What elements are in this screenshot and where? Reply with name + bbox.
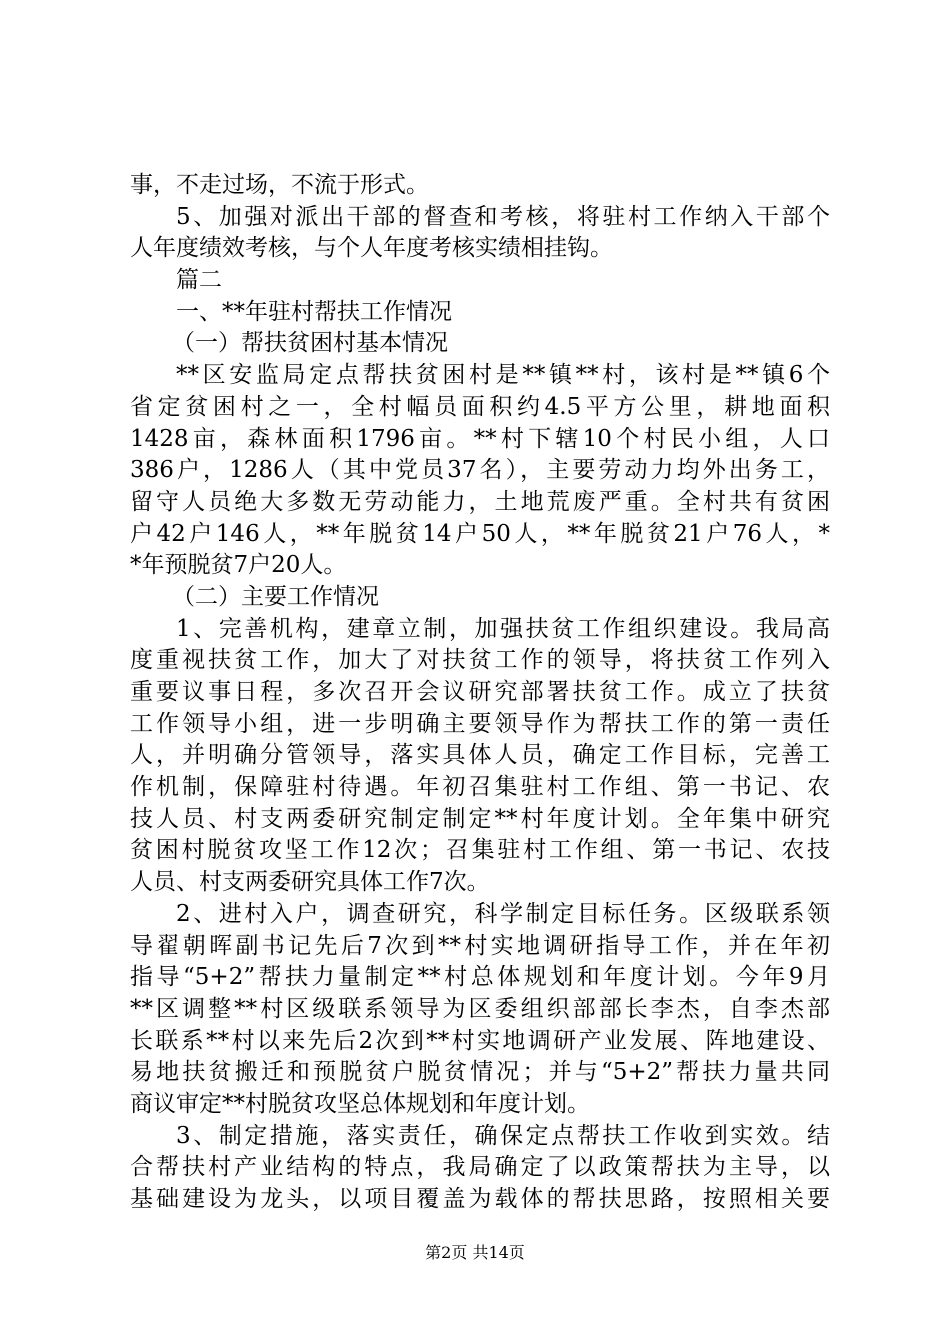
text-line: 人，并明确分管领导，落实具体人员，确定工作目标，完善工: [130, 742, 830, 769]
text-line: 商议审定**村脱贫攻坚总体规划和年度计划。: [130, 1090, 590, 1117]
text-line: 户42户146人，**年脱贫14户50人，**年脱贫21户76人，*: [130, 520, 830, 547]
text-line: 工作领导小组，进一步明确主要领导作为帮扶工作的第一责任: [130, 710, 830, 737]
text-line: 1、完善机构，建章立制，加强扶贫工作组织建设。我局高: [176, 615, 830, 642]
text-line: 1428亩，森林面积1796亩。**村下辖10个村民小组，人口: [130, 425, 830, 452]
text-line: 2、进村入户，调查研究，科学制定目标任务。区级联系领: [176, 900, 830, 927]
text-line: 指导“5+2”帮扶力量制定**村总体规划和年度计划。今年9月: [130, 964, 830, 991]
text-line: 导翟朝晖副书记先后7次到**村实地调研指导工作，并在年初: [130, 932, 830, 959]
text-line: 省定贫困村之一，全村幅员面积约4.5平方公里，耕地面积: [130, 393, 830, 420]
text-line: 人员、村支两委研究具体工作7次。: [130, 869, 490, 896]
text-line: **区安监局定点帮扶贫困村是**镇**村，该村是**镇6个: [176, 362, 830, 389]
text-line: 技人员、村支两委研究制定制定**村年度计划。全年集中研究: [130, 805, 830, 832]
text-line: 重要议事日程，多次召开会议研究部署扶贫工作。成立了扶贫: [130, 679, 830, 705]
text-line: 长联系**村以来先后2次到**村实地调研产业发展、阵地建设、: [130, 1027, 830, 1054]
section-heading: 一、**年驻村帮扶工作情况: [176, 298, 452, 325]
text-line: 基础建设为龙头，以项目覆盖为载体的帮扶思路，按照相关要: [130, 1186, 830, 1212]
text-line: 易地扶贫搬迁和预脱贫户脱贫情况；并与“5+2”帮扶力量共同: [130, 1059, 830, 1086]
text-line: **区调整**村区级联系领导为区委组织部部长李杰，自李杰部: [130, 995, 830, 1022]
text-line: 3、制定措施，落实责任，确保定点帮扶工作收到实效。结: [176, 1122, 830, 1149]
text-line: 留守人员绝大多数无劳动能力，土地荒废严重。全村共有贫困: [130, 488, 830, 515]
text-line: *年预脱贫7户20人。: [130, 552, 347, 579]
text-line: 5、加强对派出干部的督查和考核，将驻村工作纳入干部个: [176, 203, 830, 230]
page-number-footer: 第2页 共14页: [425, 1243, 525, 1262]
section-heading: 篇二: [176, 267, 222, 294]
text-line: 贫困村脱贫攻坚工作12次；召集驻村工作组、第一书记、农技: [130, 837, 830, 864]
subsection-heading: （一）帮扶贫困村基本情况: [172, 330, 448, 357]
text-line: 事，不走过场，不流于形式。: [130, 172, 429, 198]
text-line: 386户，1286人（其中党员37名），主要劳动力均外出务工，: [130, 457, 830, 484]
document-body: [130, 170, 830, 1216]
subsection-heading: （二）主要工作情况: [172, 583, 379, 610]
text-line: 合帮扶村产业结构的特点，我局确定了以政策帮扶为主导，以: [130, 1154, 830, 1181]
text-line: 作机制，保障驻村待遇。年初召集驻村工作组、第一书记、农: [130, 774, 830, 801]
text-line: 度重视扶贫工作，加大了对扶贫工作的领导，将扶贫工作列入: [130, 647, 830, 674]
text-line: 人年度绩效考核，与个人年度考核实绩相挂钩。: [130, 235, 613, 262]
